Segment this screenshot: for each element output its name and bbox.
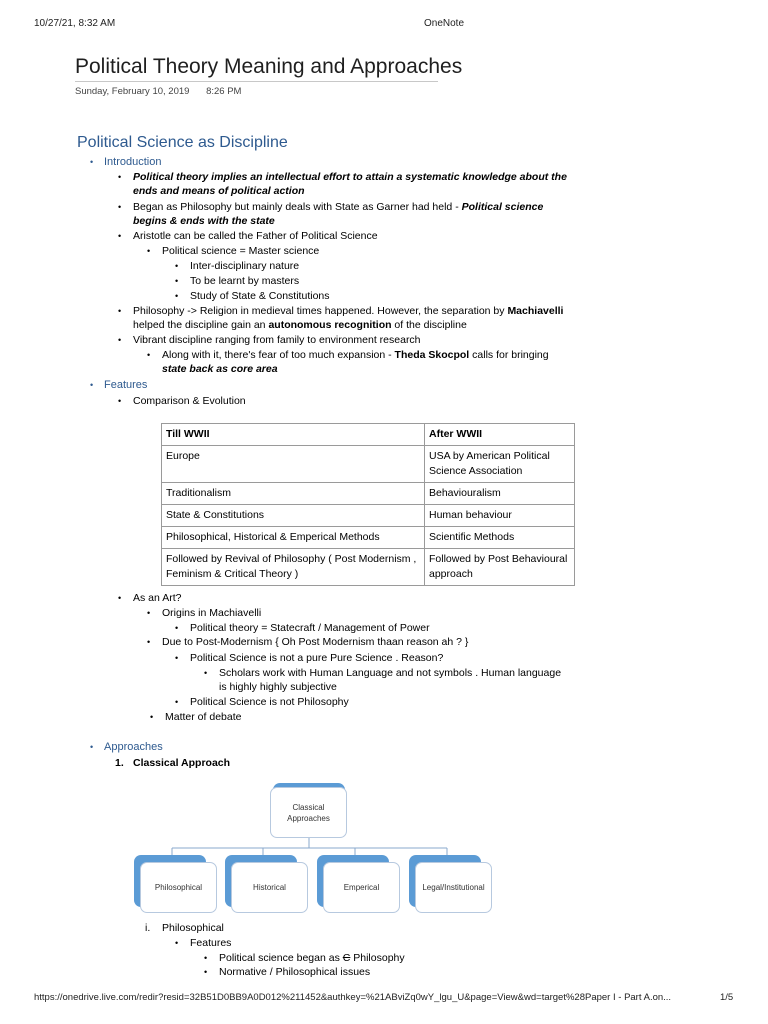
art-line1-1: Political theory = Statecraft / Management of Power: [190, 622, 430, 634]
table-cell: Human behaviour: [425, 505, 575, 527]
bullet: •: [118, 593, 122, 603]
art-line2-1-1a: Scholars work with Human Language and not symbols . Human language: [219, 667, 562, 679]
bullet: •: [175, 623, 179, 633]
sub-features-line2: Normative / Philosophical issues: [219, 966, 371, 978]
intro-line5-text: Along with it, there's fear of too much expansion -: [162, 349, 395, 361]
strikethrough-char: C: [342, 952, 351, 964]
bullet: •: [90, 380, 94, 390]
bullet: •: [147, 350, 151, 360]
bullet: •: [150, 712, 154, 722]
print-url: https://onedrive.live.com/redir?resid=32B51D0BB9A0D012%211452&authkey=%21ABviZq0wY_lgu_U&page=View&wd=target%28Paper I - Part A.on...: [34, 992, 672, 1003]
print-datetime: 10/27/21, 8:32 AM: [34, 18, 116, 29]
art-line2-2: Political Science is not Philosophy: [190, 696, 349, 708]
bullet: •: [175, 938, 179, 948]
intro-line5-1-cont: state back as core area: [162, 363, 278, 375]
bullet: •: [118, 396, 122, 406]
table-cell: State & Constitutions: [162, 505, 425, 527]
table-header-cell: After WWII: [425, 424, 575, 446]
intro-line3: Aristotle can be called the Father of Political Science: [133, 230, 378, 242]
bullet: •: [147, 246, 151, 256]
bullet: •: [118, 202, 122, 212]
bullet: •: [118, 231, 122, 241]
bullet: •: [118, 335, 122, 345]
art-line3: Matter of debate: [165, 711, 242, 723]
table-header-cell: Till WWII: [162, 424, 425, 446]
intro-heading: Introduction: [104, 156, 162, 168]
intro-line3-1: Political science = Master science: [162, 245, 320, 257]
diagram-root-label: Classical Approaches: [287, 802, 330, 823]
sub-item-number: i.: [145, 922, 151, 934]
intro-line5-bold: Theda Skocpol: [394, 349, 470, 361]
bullet: •: [175, 261, 179, 271]
art-line1: Origins in Machiavelli: [162, 607, 262, 619]
diagram-node-label: Legal/Institutional: [422, 883, 485, 892]
print-page-number: 1/5: [720, 992, 734, 1003]
bullet: •: [204, 967, 208, 977]
table-cell: Behaviouralism: [425, 483, 575, 505]
intro-line4-text: Philosophy -> Religion in medieval times happened. However, the separation by: [133, 305, 508, 317]
approaches-item-number: 1.: [115, 757, 124, 769]
table-cell: Followed by Revival of Philosophy ( Post Modernism , Feminism & Critical Theory ): [162, 549, 425, 586]
diagram-node-historical: [231, 862, 308, 913]
intro-line1a: Political theory implies an intellectual effort to attain a systematic knowledge about the: [133, 171, 567, 183]
art-line: As an Art?: [133, 592, 182, 604]
bullet: •: [90, 742, 94, 752]
table-cell: Traditionalism: [162, 483, 425, 505]
features-heading: Features: [104, 379, 148, 391]
sub-item-philosophical: Philosophical: [162, 922, 224, 934]
diagram-node-label: Emperical: [343, 883, 380, 892]
table-cell: Europe: [162, 446, 425, 483]
table-cell: Scientific Methods: [425, 527, 575, 549]
bullet: •: [175, 653, 179, 663]
diagram-node-label: Historical: [253, 883, 286, 892]
intro-line5: Vibrant discipline ranging from family to environment research: [133, 334, 421, 346]
bullet: •: [175, 276, 179, 286]
bullet: •: [147, 608, 151, 618]
table-cell: Philosophical, Historical & Emperical Methods: [162, 527, 425, 549]
section-heading: Political Science as Discipline: [77, 134, 288, 151]
page-date-text: Sunday, February 10, 2019: [75, 86, 190, 97]
diagram-node-philosophical: [140, 862, 217, 913]
sub-features-line1-text: Political science began as: [219, 952, 343, 964]
bullet: •: [147, 637, 151, 647]
table-cell: Followed by Post Behavioural approach: [425, 549, 575, 586]
diagram-root-node: [270, 787, 347, 838]
intro-line4b-bold: autonomous recognition: [268, 319, 392, 331]
features-line1: Comparison & Evolution: [133, 395, 246, 407]
table-cell: USA by American Political Science Association: [425, 446, 575, 483]
bullet: •: [118, 172, 122, 182]
art-line2-1-1b: is highly highly subjective: [219, 681, 337, 693]
bullet: •: [204, 953, 208, 963]
intro-line2-bold-cont: begins & ends with the state: [133, 215, 275, 227]
bullet: •: [90, 157, 94, 167]
intro-line2-text: Began as Philosophy but mainly deals with State as Garner had held -: [133, 201, 462, 213]
diagram-node-label: Philosophical: [154, 883, 203, 892]
art-line2: Due to Post-Modernism { Oh Post Modernism thaan reason ah ? }: [162, 636, 469, 648]
intro-line1b: ends and means of political action: [133, 185, 305, 197]
intro-line4c-text: of the discipline: [391, 319, 467, 331]
bullet: •: [118, 306, 122, 316]
bullet: •: [175, 291, 179, 301]
intro-line5-text2: calls for bringing: [469, 349, 549, 361]
intro-line3-1-3: Study of State & Constitutions: [190, 290, 330, 302]
intro-line2-bold: Political science: [461, 201, 544, 213]
page-time-text: 8:26 PM: [206, 86, 242, 97]
diagram-node-legal-institutional: [415, 862, 492, 913]
sub-features-line1: [219, 951, 405, 966]
diagram-node-emperical: [323, 862, 400, 913]
sub-features: Features: [190, 937, 232, 949]
bullet: •: [204, 668, 208, 678]
art-line2-1: Political Science is not a pure Pure Science . Reason?: [190, 652, 444, 664]
print-app-name: OneNote: [424, 18, 465, 29]
page-title: Political Theory Meaning and Approaches: [75, 55, 463, 78]
intro-line3-1-1: Inter-disciplinary nature: [190, 260, 300, 272]
approaches-heading: Approaches: [104, 741, 163, 753]
approaches-item1: Classical Approach: [133, 757, 231, 769]
sub-features-line1-text2: Philosophy: [350, 952, 405, 964]
intro-line4b-text: helped the discipline gain an: [133, 319, 269, 331]
bullet: •: [175, 697, 179, 707]
intro-line4-bold: Machiavelli: [507, 305, 564, 317]
intro-line3-1-2: To be learnt by masters: [190, 275, 300, 287]
